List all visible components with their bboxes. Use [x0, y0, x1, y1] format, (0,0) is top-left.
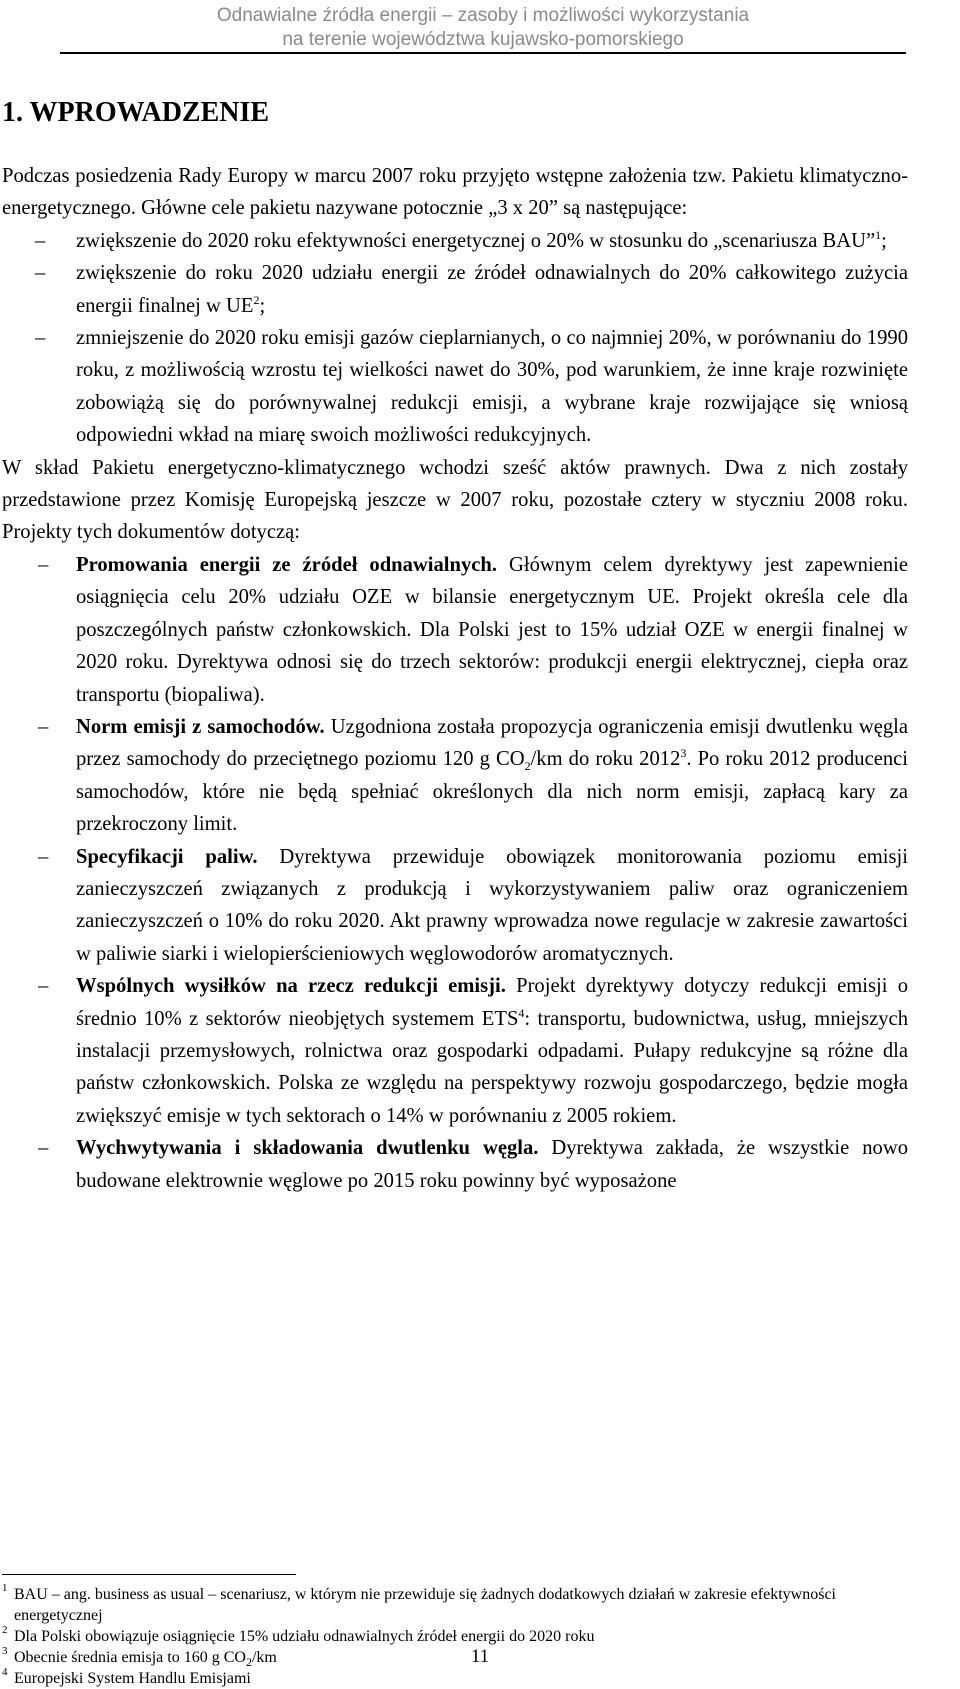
footnote-ref: 4: [518, 1005, 525, 1020]
dash-bullet: –: [38, 845, 49, 868]
header-line-2: na terenie województwa kujawsko-pomorskiego: [282, 29, 684, 50]
goal-tail: ;: [259, 294, 266, 317]
dash-bullet: –: [38, 1137, 49, 1160]
dash-bullet: –: [35, 327, 46, 350]
footnotes: [2, 1584, 908, 1689]
goal-item: [2, 225, 908, 257]
directive-text: Projekt dyrektywy dotyczy redukcji emisji o średnio 10% z sektorów nieobjętych systemem ETS: [76, 975, 908, 1030]
goal-text: zwiększenie do roku 2020 udziału energii ze źródeł odnawialnych do 20% całkowitego zużycia energii finalnej w UE: [76, 262, 908, 317]
goal-text: zmniejszenie do 2020 roku emisji gazów cieplarnianych, o co najmniej 20%, w porównaniu do 1990 roku, z możliwością wzrostu tej wielkości nawet do 30%, pod warunkiem, że inne kraje rozwinięte zobowiążą się do porównywalnej redukcji emisji, a wybrane kraje rozwijające się wniosą odpowiedni wkład na miarę swoich możliwości redukcyjnych.: [76, 327, 908, 447]
composition-paragraph: W skład Pakietu energetyczno-klimatycznego wchodzi sześć aktów prawnych. Dwa z nich zostały przedstawione przez Komisję Europejską jeszcze w 2007 roku, pozostałe cztery w styczniu 2008 roku. Projekty tych dokumentów dotyczą:: [2, 456, 908, 544]
footnote-ref: 2: [253, 292, 260, 307]
footnote-ref: 3: [680, 746, 687, 761]
directive-text: Uzgodniona została propozycja ograniczenia emisji dwutlenku węgla przez samochody do przeciętnego poziomu 120 g CO: [76, 715, 909, 771]
footnote-text: BAU – ang. business as usual – scenariusz, w którym nie przewiduje się żadnych dodatkowych działań w zakresie efektywności energetycznej: [14, 1586, 836, 1624]
directive-item: [2, 549, 908, 711]
directive-item: [2, 970, 908, 1132]
footnote-text: Dla Polski obowiązuje osiągnięcie 15% udziału odnawialnych źródeł energii do 2020 roku: [14, 1628, 595, 1645]
dash-bullet: –: [38, 553, 49, 576]
running-header: [60, 4, 906, 52]
body-text: [2, 160, 908, 1197]
goal-item: [2, 257, 908, 322]
footnote-number: 1: [2, 1582, 8, 1594]
subscript: 2: [524, 759, 531, 774]
directive-text-2: /km do roku 2012: [530, 748, 681, 771]
footnote-text: Europejski System Handlu Emisjami: [14, 1670, 251, 1687]
footnote-text: Obecnie średnia emisja to 160 g CO: [14, 1649, 246, 1666]
dash-bullet: –: [35, 229, 46, 252]
directive-item: [2, 711, 908, 841]
footnote: [2, 1668, 908, 1689]
directive-title: Wychwytywania i składowania dwutlenku węgla.: [76, 1137, 539, 1160]
directive-title: Promowania energii ze źródeł odnawialnych.: [76, 553, 498, 576]
goal-item: [2, 322, 908, 452]
directive-title: Specyfikacji paliw.: [76, 845, 258, 868]
directive-item: [2, 1132, 908, 1197]
footnote-number: 3: [2, 1645, 8, 1657]
section-heading: 1. WPROWADZENIE: [2, 97, 270, 128]
directive-item: [2, 841, 908, 971]
directive-text: Dyrektywa zakłada, że wszystkie nowo budowane elektrownie węglowe po 2015 roku powinny być wyposażone: [76, 1137, 908, 1192]
footnote: [2, 1626, 908, 1647]
dash-bullet: –: [38, 975, 49, 998]
footnote-separator: [2, 1574, 296, 1575]
footnote: [2, 1584, 908, 1626]
footnote-text-2: /km: [251, 1649, 277, 1666]
subscript: 2: [245, 1655, 252, 1670]
intro-paragraph: Podczas posiedzenia Rady Europy w marcu 2007 roku przyjęto wstępne założenia tzw. Pakietu klimatyczno-energetycznego. Główne cele pakietu nazywane potocznie „3 x 20” są następujące:: [2, 165, 908, 220]
directive-text-3: . Po roku 2012 producenci samochodów, które nie będą spełniać określonych dla nich norm emisji, zapłacą kary za przekroczony limit.: [76, 748, 909, 836]
dash-bullet: –: [38, 715, 49, 738]
page-number: 11: [470, 1646, 490, 1667]
footnote-number: 2: [2, 1624, 8, 1636]
dash-bullet: –: [35, 262, 46, 285]
directive-text: Dyrektywa przewiduje obowiązek monitorowania poziomu emisji zanieczyszczeń związanych z produkcją i wykorzystywaniem paliw oraz ograniczeniem zanieczyszczeń o 10% do roku 2020. Akt prawny wprowadza nowe regulacje w zakresie zawartości w paliwie siarki i wielopierścieniowych węglowodorów aromatycznych.: [76, 845, 908, 965]
goal-text: zwiększenie do 2020 roku efektywności energetycznej o 20% w stosunku do „scenariusza BAU”: [76, 229, 876, 252]
directive-text-2: : transportu, budownictwa, usług, mniejszych instalacji przemysłowych, rolnictwa oraz gospodarki odpadami. Pułapy redukcyjne są różne dla państw członkowskich. Polska ze względu na perspektywy rozwoju gospodarczego, będzie mogła zwiększyć emisje w tych sektorach o 14% w porównaniu z 2005 rokiem.: [76, 1007, 908, 1127]
footnote-number: 4: [2, 1666, 8, 1678]
goal-tail: ;: [881, 229, 887, 252]
directive-text: Głównym celem dyrektywy jest zapewnienie osiągnięcia celu 20% udziału OZE w bilansie energetycznym UE. Projekt określa cele dla poszczególnych państw członkowskich. Dla Polski jest to 15% udział OZE w energii finalnej w 2020 roku. Dyrektywa odnosi się do trzech sektorów: produkcji energii elektrycznej, ciepła oraz transportu (biopaliwa).: [76, 553, 908, 706]
directive-title: Norm emisji z samochodów.: [76, 715, 325, 738]
header-rule: [60, 52, 906, 54]
header-line-1: Odnawialne źródła energii – zasoby i możliwości wykorzystania: [216, 5, 750, 26]
directive-title: Wspólnych wysiłków na rzecz redukcji emisji.: [76, 975, 506, 998]
footnote-ref: 1: [875, 227, 882, 242]
